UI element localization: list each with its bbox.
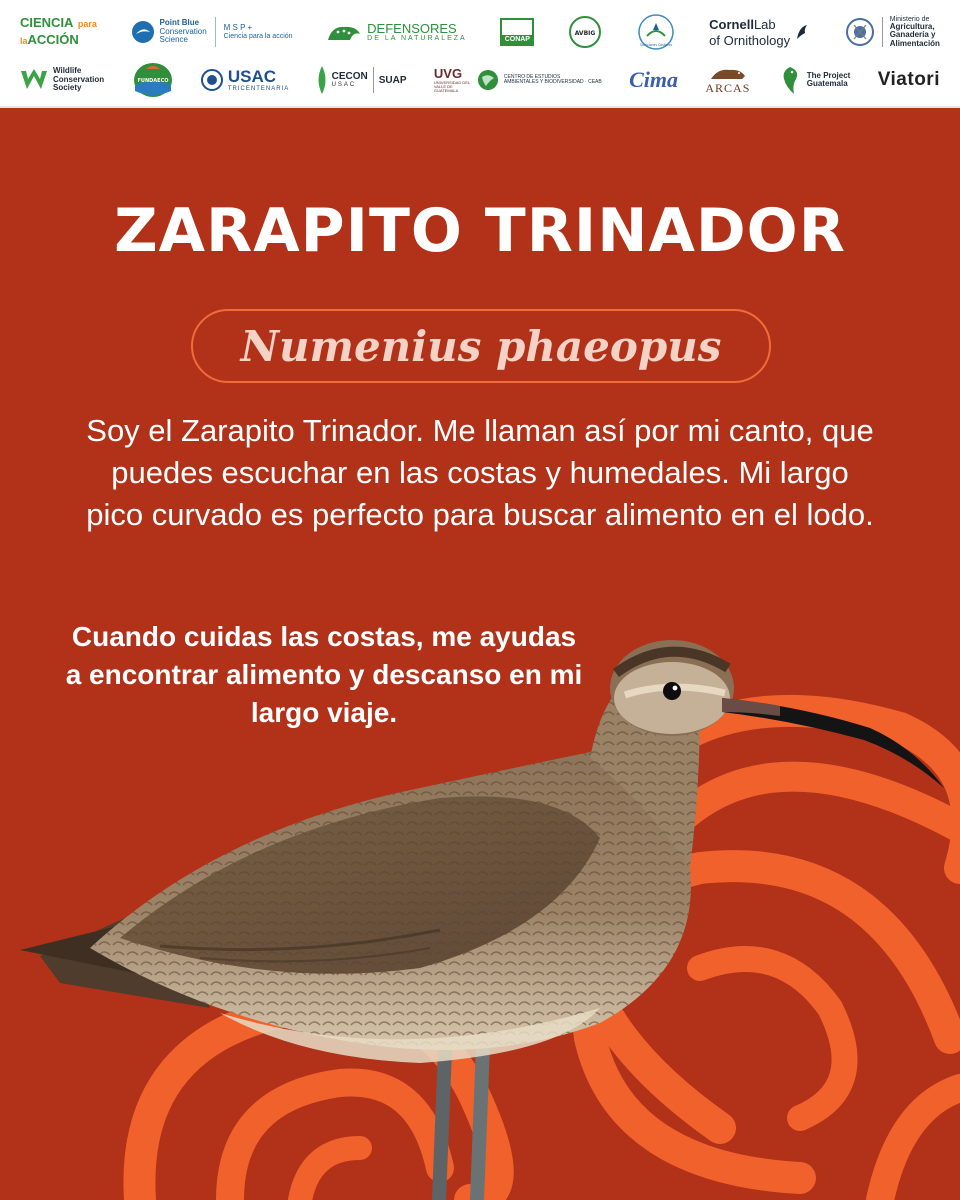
usac-seal-icon	[201, 69, 223, 91]
suap-name: SUAP	[378, 74, 407, 86]
point-blue-icon	[131, 20, 155, 44]
sponsor-logo-row-2	[20, 58, 940, 102]
maga-line2: Agricultura,	[889, 22, 935, 32]
logo-conap	[500, 18, 534, 46]
cornell-word: Cornell	[709, 16, 754, 32]
project-guatemala-line1: The Project	[806, 70, 851, 80]
fundaeco-name: FUNDAECO	[136, 78, 169, 84]
callout-text: Cuando cuidas las costas, me ayudas a encontrar alimento y descanso en mi largo viaje.	[65, 621, 583, 728]
wcs-line3: Society	[53, 83, 82, 93]
logo-ciencia-para-la-accion	[20, 15, 97, 49]
wcs-line2: Conservation	[53, 74, 105, 84]
logo-soluciones-costeras	[636, 12, 676, 52]
cimar-name: Cima	[629, 67, 678, 92]
logo-cimar	[629, 67, 678, 93]
logo-accion-word: ACCIÓN	[27, 32, 79, 47]
ceab-line2: AMBIENTALES Y BIODIVERSIDAD · CEAB	[503, 78, 602, 85]
ceab-line1: CENTRO DE ESTUDIOS	[503, 73, 561, 80]
maga-line4: Alimentación	[889, 38, 940, 48]
species-common-name: ZARAPITO TRINADOR	[114, 196, 846, 266]
point-blue-line3: Science	[159, 35, 188, 45]
logo-la-word: la	[20, 36, 28, 46]
guatemala-coat-of-arms-icon	[845, 17, 875, 47]
msp-title: M S P +	[223, 23, 253, 33]
logo-wcs	[20, 67, 104, 92]
wcs-line1: Wildlife	[53, 66, 82, 76]
viatori-name: Viatori	[877, 69, 940, 90]
species-poster	[0, 108, 960, 1200]
conap-emblem-icon	[500, 18, 534, 46]
cornell-subtitle: of Ornithology	[709, 32, 791, 48]
logo-maga	[845, 16, 940, 49]
soluciones-costeras-name: Soluciones Costeras	[639, 43, 672, 47]
usac-name: USAC	[227, 66, 277, 86]
logo-defensores	[326, 20, 467, 44]
intro-text: Soy el Zarapito Trinador. Me llaman así por mi canto, que puedes escuchar en las costas y humedales. Mi largo pico curvado es perfecto para buscar alimento en el lodo.	[86, 413, 874, 532]
logo-uvg-ceab	[434, 67, 602, 93]
logo-avbig	[568, 15, 602, 49]
logo-usac	[201, 68, 289, 92]
globe-icon	[477, 69, 499, 91]
logo-para-word: para	[77, 19, 97, 30]
uvg-subtitle: UNIVERSIDAD DEL VALLE DE GUATEMALA	[433, 79, 470, 93]
defensores-name: DEFENSORES	[367, 20, 457, 36]
quetzal-icon	[778, 65, 802, 95]
avbig-emblem-icon	[568, 15, 602, 49]
arcas-animal-icon	[708, 66, 748, 82]
point-blue-name: Point Blue	[159, 18, 200, 28]
logo-project-guatemala	[778, 65, 851, 95]
uvg-name: UVG	[433, 65, 463, 81]
fundaeco-emblem-icon	[132, 61, 174, 99]
logo-cornell-lab	[709, 17, 811, 47]
arcas-name: ARCAS	[705, 80, 751, 95]
jaguar-icon	[326, 20, 362, 44]
wcs-w-icon	[20, 68, 48, 92]
cecon-leaf-icon	[317, 65, 327, 95]
logo-arcas	[705, 66, 750, 95]
msp-subtitle: Ciencia para la acción	[223, 32, 293, 40]
logo-fundaeco	[132, 61, 174, 99]
point-blue-line2: Conservation	[159, 26, 207, 36]
sponsor-logo-bar	[0, 0, 960, 108]
scientific-name: Numenius phaeopus	[240, 321, 722, 371]
cecon-subtitle: USAC	[331, 82, 357, 89]
defensores-subtitle: DE LA NATURALEZA	[367, 35, 467, 43]
maga-line1: Ministerio de	[889, 15, 930, 23]
cornell-lab-word: Lab	[753, 16, 776, 32]
project-guatemala-line2: Guatemala	[806, 79, 848, 88]
cecon-name: CECON	[331, 70, 368, 82]
maga-line3: Ganadería y	[889, 30, 936, 40]
cornell-bird-icon	[795, 23, 811, 41]
conap-name: CONAP	[502, 35, 532, 44]
logo-viatori	[878, 69, 940, 91]
whimbrel-bird-icon	[0, 108, 960, 1200]
avbig-name: AVBIG	[574, 30, 596, 37]
logo-cecon-suap	[317, 65, 407, 95]
soluciones-costeras-icon	[636, 12, 676, 52]
sponsor-logo-row-1	[20, 10, 940, 54]
logo-ciencia-word: CIENCIA	[20, 15, 74, 31]
logo-point-blue	[131, 17, 293, 47]
usac-subtitle: TRICENTENARIA	[227, 85, 290, 92]
